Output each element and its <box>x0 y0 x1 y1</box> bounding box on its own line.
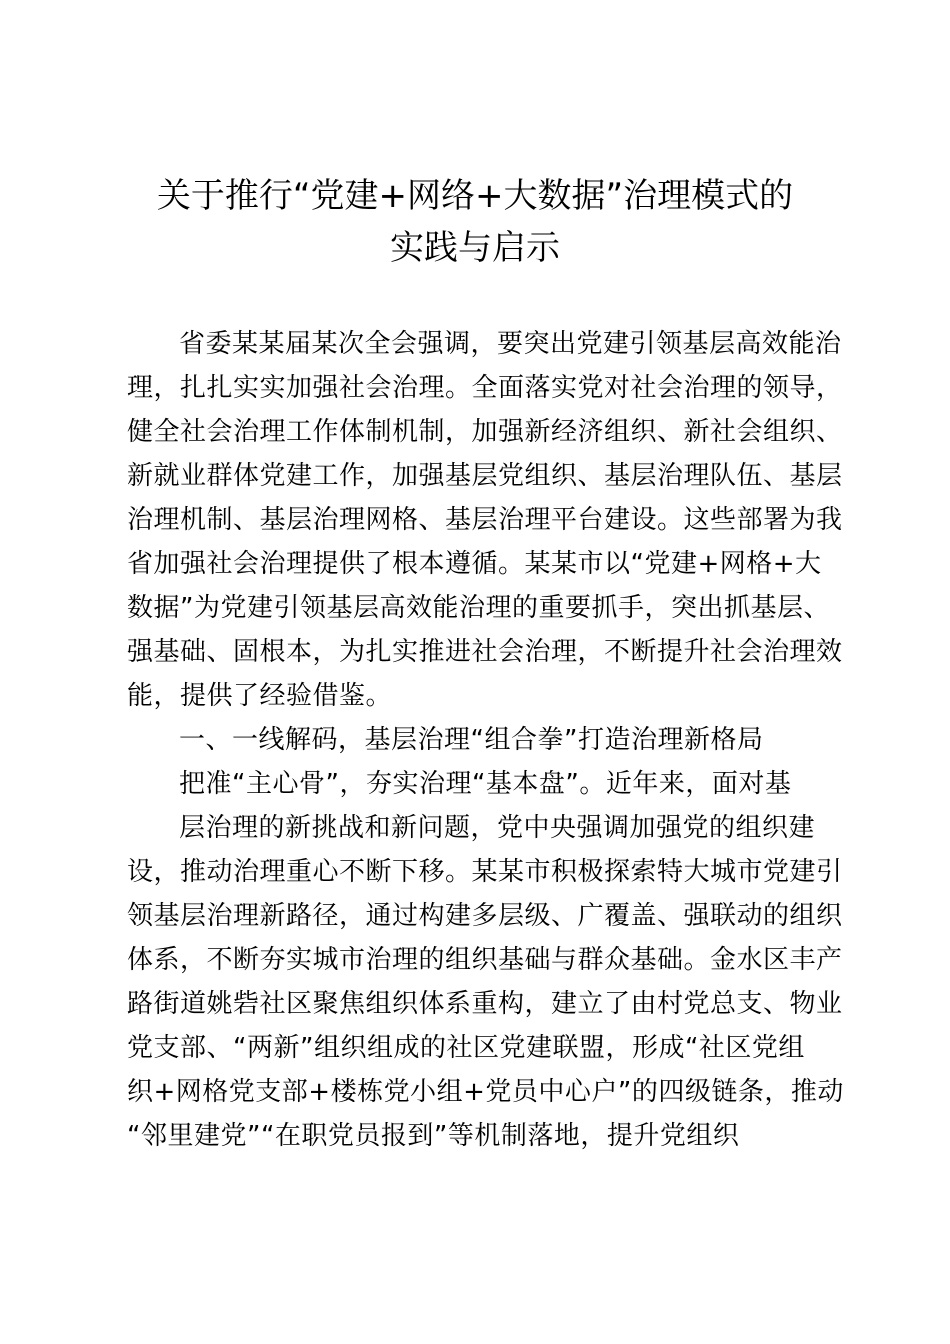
text-line: 省加强社会治理提供了根本遵循。某某市以“党建+网格+大 <box>127 549 822 579</box>
text-line: 理，扎扎实实加强社会治理。全面落实党对社会治理的领导， <box>127 373 843 403</box>
text-line: 健全社会治理工作体制机制，加强新经济组织、新社会组织、 <box>127 417 843 447</box>
title-line-2: 实践与启示 <box>390 228 560 268</box>
text-line: 把准“主心骨”，夯实治理“基本盘”。近年来，面对基 <box>179 769 792 799</box>
document-body <box>127 322 844 1158</box>
text-line: 织+网格党支部+楼栋党小组+党员中心户”的四级链条，推动 <box>127 1077 844 1107</box>
text-line: 层治理的新挑战和新问题，党中央强调加强党的组织建 <box>179 813 816 843</box>
text-line: 新就业群体党建工作，加强基层党组织、基层治理队伍、基层 <box>127 461 843 491</box>
document-title <box>100 170 850 274</box>
paragraph-section-1 <box>127 762 844 1158</box>
text-line: 领基层治理新路径，通过构建多层级、广覆盖、强联动的组织 <box>127 901 843 931</box>
section-heading: 一、一线解码，基层治理“组合拳”打造治理新格局 <box>179 725 764 755</box>
text-line: 数据”为党建引领基层高效能治理的重要抓手，突出抓基层、 <box>127 593 830 623</box>
text-line: 省委某某届某次全会强调，要突出党建引领基层高效能治 <box>179 329 842 359</box>
text-line: “邻里建党”“在职党员报到”等机制落地，提升党组织 <box>127 1121 740 1151</box>
text-line: 强基础、固根本，为扎实推进社会治理，不断提升社会治理效 <box>127 637 843 667</box>
text-line: 党支部、“两新”组织组成的社区党建联盟，形成“社区党组 <box>127 1033 805 1063</box>
title-line-1: 关于推行“党建+网络+大数据”治理模式的 <box>156 176 794 216</box>
text-line: 设，推动治理重心不断下移。某某市积极探索特大城市党建引 <box>127 857 843 887</box>
text-line: 治理机制、基层治理网格、基层治理平台建设。这些部署为我 <box>127 505 843 535</box>
paragraph-intro <box>127 322 843 718</box>
text-line: 路街道姚砦社区聚焦组织体系重构，建立了由村党总支、物业 <box>127 989 843 1019</box>
text-line: 能，提供了经验借鉴。 <box>127 681 393 711</box>
text-line: 体系，不断夯实城市治理的组织基础与群众基础。金水区丰产 <box>127 945 843 975</box>
